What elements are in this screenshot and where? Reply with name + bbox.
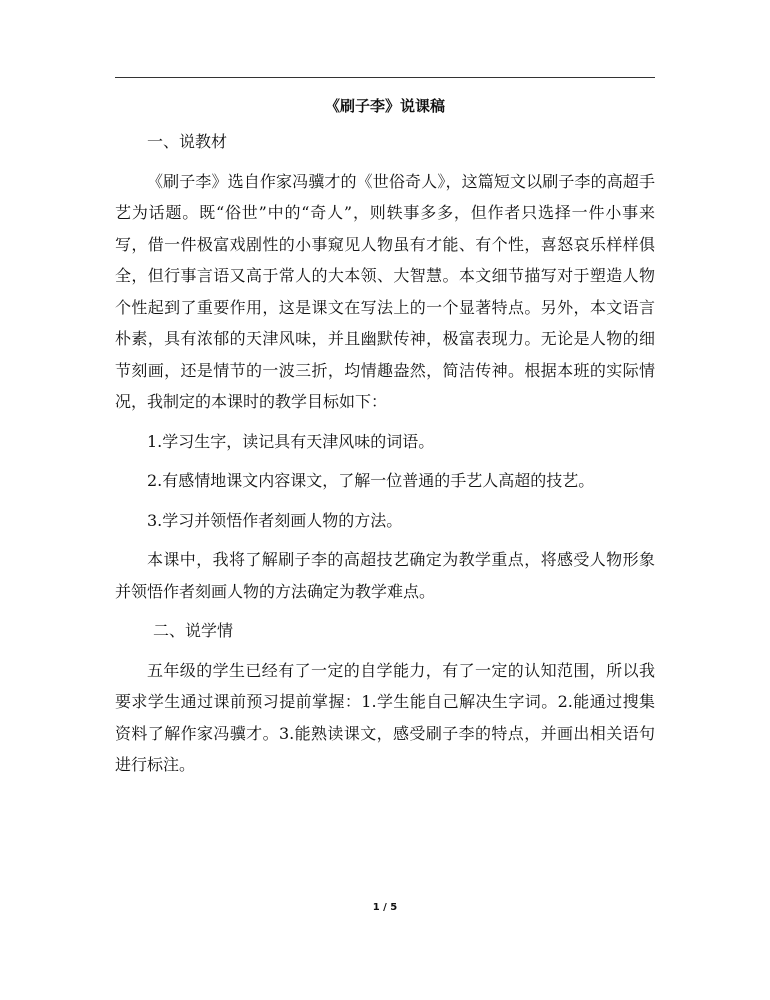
page-number: 1 / 5 xyxy=(372,902,398,913)
header-rule xyxy=(115,77,655,78)
document-body xyxy=(115,126,655,781)
paragraph-learners: 五年级的学生已经有了一定的自学能力，有了一定的认知范围，所以我要求学生通过课前预习提前掌握：1.学生能自己解决生字词。2.能通过搜集资料了解作家冯骥才。3.能熟读课文，感受刷子李的特点，并画出相关语句进行标注。 xyxy=(115,660,655,774)
goal-item-2: 2.有感情地课文内容课文，了解一位普通的手艺人高超的技艺。 xyxy=(147,471,595,490)
paragraph-textbook-intro: 《刷子李》选自作家冯骥才的《世俗奇人》，这篇短文以刷子李的高超手艺为话题。既“俗世”中的“奇人”，则轶事多多，但作者只选择一件小事来写，借一件极富戏剧性的小事窥见人物虽有才能、有个性，喜怒哀乐样样俱全，但行事言语又高于常人的大本领、大智慧。本文细节描写对于塑造人物个性起到了重要作用，这是课文在写法上的一个显著特点。另外，本文语言朴素，具有浓郁的天津风味，并且幽默传神，极富表现力。无论是人物的细节刻画，还是情节的一波三折，均情趣盎然，简洁传神。根据本班的实际情况，我制定的本课时的教学目标如下： xyxy=(115,171,655,411)
paragraph-key-points: 本课中，我将了解刷子李的高超技艺确定为教学重点，将感受人物形象并领悟作者刻画人物的方法确定为教学难点。 xyxy=(115,550,655,601)
goal-item-1: 1.学习生字，读记具有天津风味的词语。 xyxy=(147,431,435,451)
goal-item-3: 3.学习并领悟作者刻画人物的方法。 xyxy=(147,510,403,530)
section-heading-learners: 二、说学情 xyxy=(153,621,234,640)
document-title: 《刷子李》说课稿 xyxy=(324,97,445,115)
section-heading-textbook: 一、说教材 xyxy=(147,132,228,151)
